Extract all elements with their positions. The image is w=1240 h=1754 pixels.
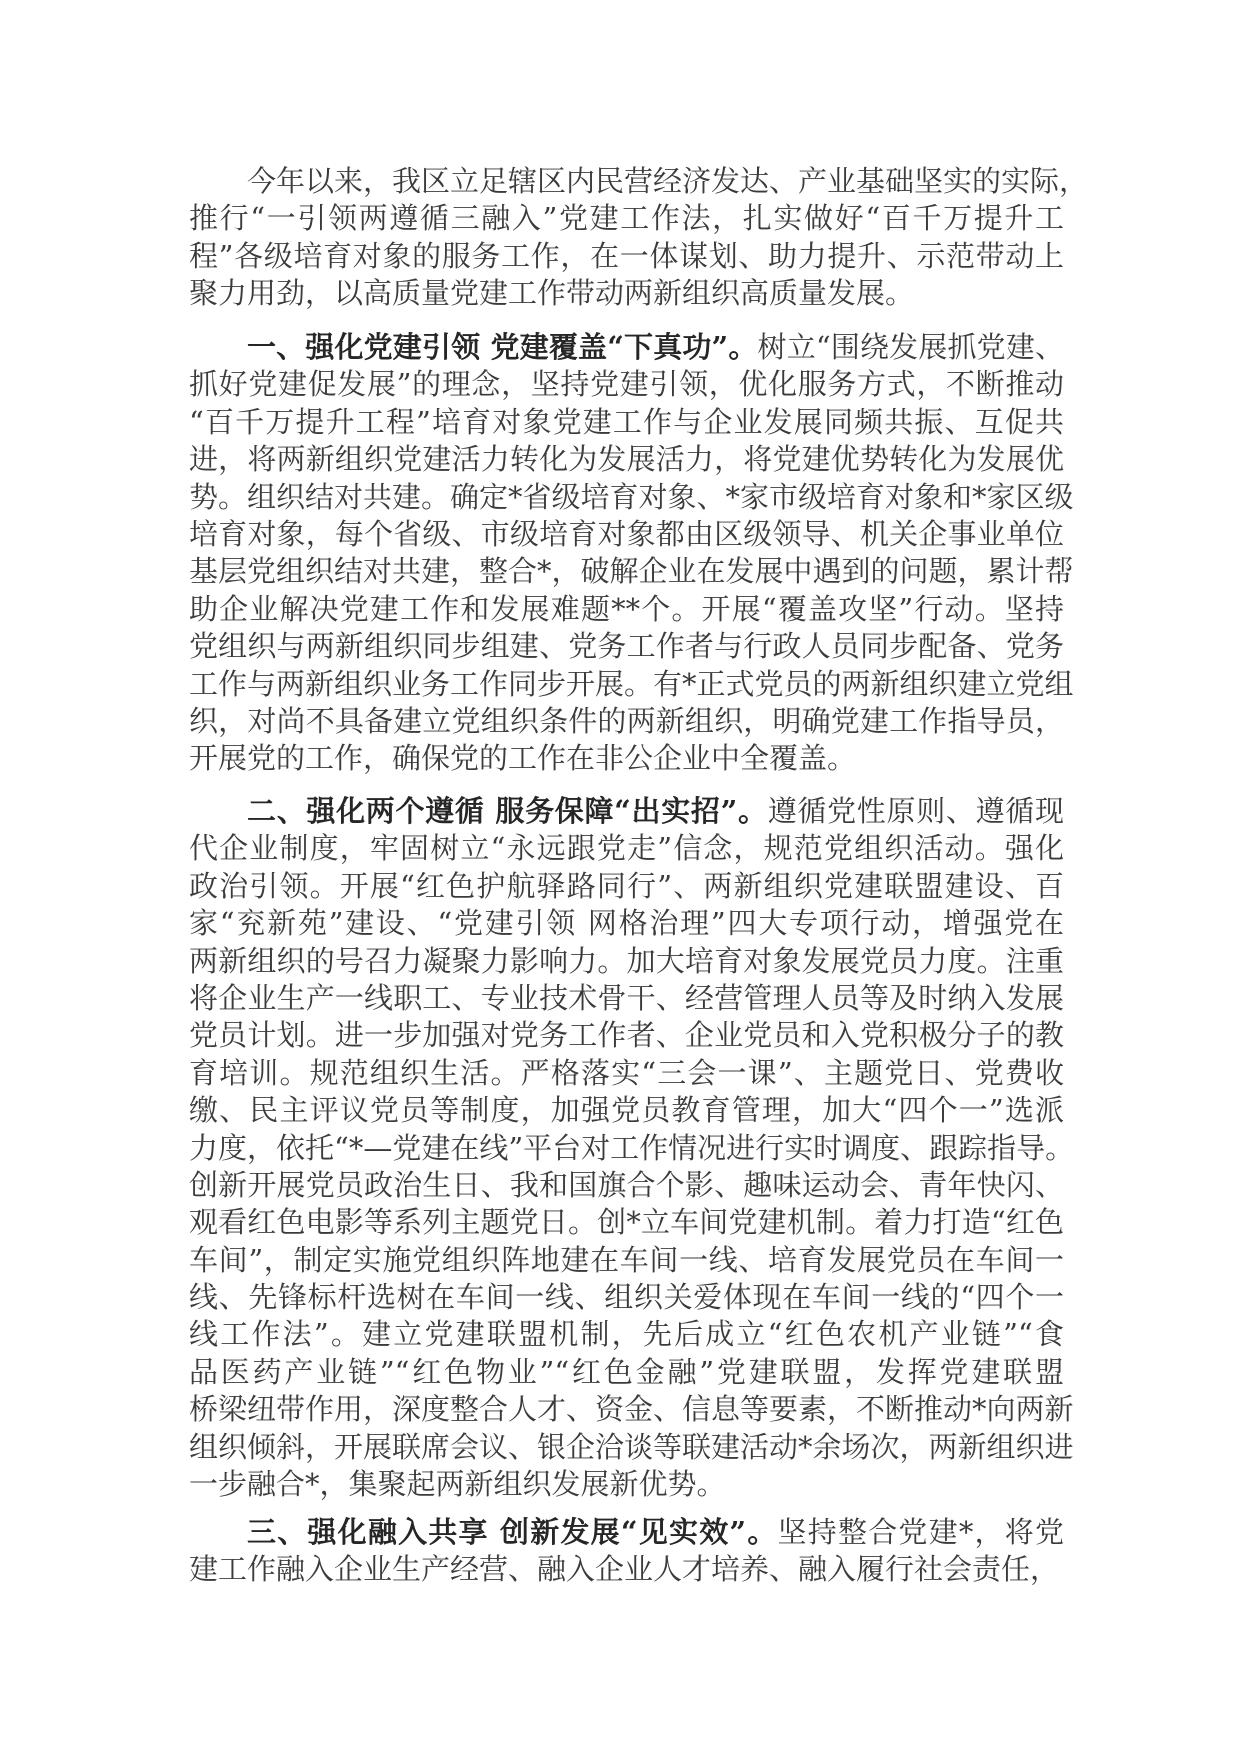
body-text: 进，将两新组织党建活力转化为发展活力，将党建优势转化为发展优: [189, 442, 1064, 477]
body-text: 车间”，制定实施党组织阵地建在车间一线、培育发展党员在车间一: [189, 1242, 1064, 1277]
paragraph-intro: [189, 163, 1089, 313]
text-line: [189, 553, 1074, 590]
paragraph-section-1: [189, 329, 1074, 778]
body-text: 力度，依托“*—党建在线”平台对工作情况进行实时调度、跟踪指导。: [189, 1130, 1075, 1165]
body-text: 党组织与两新组织同步组建、党务工作者与行政人员同步配备、党务: [189, 629, 1064, 664]
body-text: 聚力用劲，以高质量党建工作带动两新组织高质量发展。: [189, 276, 915, 311]
body-text: 品医药产业链”“红色物业”“红色金融”党建联盟，发挥党建联盟: [189, 1354, 1064, 1389]
paragraph-section-2: [189, 793, 1075, 1503]
text-line: [189, 905, 1064, 942]
body-text: 代企业制度，牢固树立“永远跟党走”信念，规范党组织活动。强化: [189, 831, 1064, 866]
text-line: [189, 329, 1064, 366]
body-text: 桥梁纽带作用，深度整合人才、资金、信息等要素，不断推动*向两新: [189, 1392, 1074, 1427]
text-line: [189, 1279, 1064, 1316]
body-text: 遵循党性原则、遵循现: [767, 794, 1064, 828]
text-line: [189, 943, 1064, 980]
body-text: 将企业生产一线职工、专业技术骨干、经营管理人员等及时纳入发展: [189, 980, 1064, 1015]
text-line: [189, 1130, 1075, 1167]
text-line: [189, 1055, 1064, 1092]
body-text: 政治引领。开展“红色护航驿路同行”、两新组织党建联盟建设、百: [189, 868, 1064, 903]
body-text: 开展党的工作，确保党的工作在非公企业中全覆盖。: [189, 741, 857, 776]
body-text: 组织倾斜，开展联席会议、银企洽谈等联建活动*余场次，两新组织进: [189, 1429, 1074, 1464]
body-text: 线工作法”。建立党建联盟机制，先后成立“红色农机产业链”“食: [189, 1317, 1064, 1352]
body-text: 两新组织的号召力凝聚力影响力。加大培育对象发展党员力度。注重: [189, 943, 1064, 978]
text-line: [189, 200, 1064, 237]
body-text: 抓好党建促发展”的理念，坚持党建引领，优化服务方式，不断推动: [189, 367, 1064, 402]
body-text: 缴、民主评议党员等制度，加强党员教育管理，加大“四个一”选派: [189, 1093, 1064, 1128]
text-line: [189, 441, 1064, 478]
body-text: 织，对尚不具备建立党组织条件的两新组织，明确党建工作指导员，: [189, 703, 1064, 738]
section-heading: 二、强化两个遵循 服务保障“出实招”。: [247, 794, 768, 828]
body-text: 观看红色电影等系列主题党日。创*立车间党建机制。着力打造“红色: [189, 1205, 1064, 1240]
text-line: [189, 1514, 1064, 1551]
text-line: [189, 1551, 1064, 1588]
body-text: 工作与两新组织业务工作同步开展。有*正式党员的两新组织建立党组: [189, 666, 1074, 701]
text-line: [189, 275, 1064, 312]
text-line: [189, 830, 1064, 867]
text-line: [189, 740, 1064, 777]
text-line: [189, 793, 1064, 830]
body-text: 建工作融入企业生产经营、融入企业人才培养、融入履行社会责任，: [189, 1552, 1060, 1587]
body-text: 培育对象，每个省级、市级培育对象都由区级领导、机关企事业单位: [189, 516, 1064, 551]
text-line: [189, 1242, 1064, 1279]
text-line: [189, 238, 1064, 275]
text-line: [189, 1204, 1064, 1241]
section-heading: 一、强化党建引领 党建覆盖“下真功”。: [247, 330, 758, 364]
text-line: [189, 1092, 1064, 1129]
section-heading: 三、强化融入共享 创新发展“见实效”。: [247, 1515, 778, 1549]
body-text: 家“兖新苑”建设、“党建引领 网格治理”四大专项行动，增强党在: [189, 906, 1064, 941]
text-line: [189, 479, 1074, 516]
text-line: [189, 980, 1064, 1017]
body-text: 助企业解决党建工作和发展难题**个。开展“覆盖攻坚”行动。坚持: [189, 591, 1064, 626]
text-line: [189, 591, 1064, 628]
body-text: 创新开展党员政治生日、我和国旗合个影、趣味运动会、青年快闪、: [189, 1167, 1064, 1202]
body-text: 树立“围绕发展抓党建、: [757, 330, 1064, 364]
body-text: 程”各级培育对象的服务工作，在一体谋划、助力提升、示范带动上: [189, 238, 1064, 273]
body-text: “百千万提升工程”培育对象党建工作与企业发展同频共振、互促共: [189, 404, 1064, 439]
text-line: [189, 1391, 1074, 1428]
text-line: [189, 628, 1064, 665]
body-text: 线、先锋标杆选树在车间一线、组织关爱体现在车间一线的“四个一: [189, 1280, 1064, 1315]
text-line: [189, 1017, 1064, 1054]
text-line: [189, 666, 1074, 703]
body-text: 基层党组织结对共建，整合*，破解企业在发展中遇到的问题，累计帮: [189, 554, 1074, 589]
text-line: [189, 1429, 1074, 1466]
body-text: 一步融合*，集聚起两新组织发展新优势。: [189, 1467, 726, 1502]
body-text: 势。组织结对共建。确定*省级培育对象、*家市级培育对象和*家区级: [189, 479, 1074, 514]
text-line: [189, 163, 1089, 200]
text-line: [189, 868, 1064, 905]
text-line: [189, 1167, 1064, 1204]
text-line: [189, 703, 1064, 740]
body-text: 今年以来，我区立足辖区内民营经济发达、产业基础坚实的实际，: [247, 164, 1089, 198]
text-line: [189, 1316, 1064, 1353]
body-text: 育培训。规范组织生活。严格落实“三会一课”、主题党日、党费收: [189, 1055, 1064, 1090]
text-line: [189, 366, 1064, 403]
text-line: [189, 1466, 1064, 1503]
text-line: [189, 516, 1064, 553]
text-line: [189, 404, 1064, 441]
paragraph-section-3: [189, 1514, 1064, 1589]
body-text: 党员计划。进一步加强对党务工作者、企业党员和入党积极分子的教: [189, 1018, 1064, 1053]
body-text: 坚持整合党建*，将党: [777, 1515, 1064, 1549]
body-text: 推行“一引领两遵循三融入”党建工作法，扎实做好“百千万提升工: [189, 201, 1064, 236]
text-line: [189, 1354, 1064, 1391]
